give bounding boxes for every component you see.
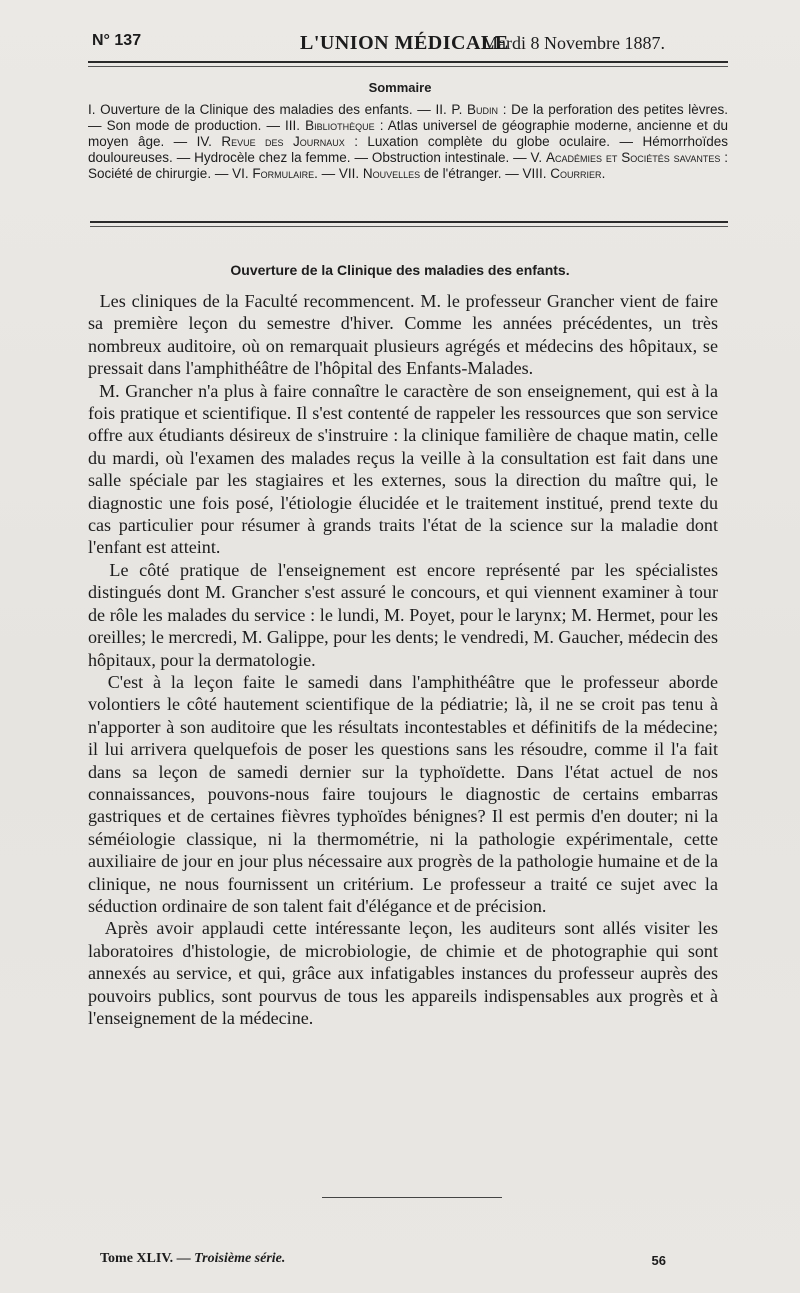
page-number: 56 (651, 1253, 666, 1268)
section-rule-thin (90, 226, 728, 227)
page-header (90, 26, 730, 60)
paragraph: C'est à la leçon faite le samedi dans l'amphithéâtre que le professeur aborde volontiers le côté hautement scientifique de la pédiatrie; là, il ne se croit pas tenu à n'apporter à son auditoire que les résultats incontestables et définitifs de la médecine; il lui arrivera quelquefois de poser les questions sans les résoudre, comme il l'a fait dans sa leçon de samedi dernier sur la typhoïdette. Dans l'état actuel de nos connaissances, pouvons-nous faire toujours le diagnostic de certains embarras gastriques et de certaines fièvres typhoïdes bénignes? Il est permis d'en douter; ni la séméiologie classique, ni la thermométrie, ni la pathologie expérimentale, cette auxiliaire de jour en jour plus nécessaire aux progrès de la pathologie humaine et de la clinique, ne nous fournissent un critérium. Le professeur a traité ce sujet avec la séduction ordinaire de son talent fait d'élégance et de précision. (88, 671, 718, 916)
paragraph: Le côté pratique de l'enseignement est encore représenté par les spécialistes distingués dont M. Grancher s'est assuré le concours, et qui viennent examiner à tour de rôle les malades du service : le lundi, M. Poyet, pour le larynx; M. Hermet, pour les oreilles; le mercredi, M. Galippe, pour les dents; le vendredi, M. Gaucher, médecin des hôpitaux, pour la dermatologie. (88, 559, 718, 670)
issue-date: Mardi 8 Novembre 1887. (482, 33, 665, 53)
sommaire-title: Sommaire (368, 80, 432, 95)
sommaire-text: I. Ouverture de la Clinique des maladies des enfants. — II. P. Budin : De la perforation des petites lèvres. — Son mode de production. — III. Bibliothèque : Atlas universel de géographie moderne, ancienne et du moyen âge. — IV. Revue des Journaux : Luxation complète du globe oculaire. — Hémorrhoïdes douloureuses. — Hydrocèle chez la femme. — Obstruction intestinale. — V. Académies et Sociétés savantes : Société de chirurgie. — VI. Formulaire. — VII. Nouvelles de l'étranger. — VIII. Courrier. (88, 102, 729, 181)
issue-number: N° 137 (92, 32, 142, 49)
header-rule (88, 61, 728, 63)
paragraph: Après avoir applaudi cette intéressante leçon, les auditeurs sont allés visiter les laboratoires d'histologie, de microbiologie, de chimie et de photographie qui sont annexés au service, et qui, grâce aux infatigables instances du professeur auprès des pouvoirs publics, sont pourvus de tous les appareils indispensables aux progrès et à l'enseignement de la médecine. (88, 918, 718, 1028)
header-rule-thin (88, 66, 728, 67)
paragraph: Les cliniques de la Faculté recommencent. M. le professeur Grancher vient de faire sa première leçon du semestre d'hiver. Comme les années précédentes, un très nombreux auditoire, où on remarquait plusieurs agrégés et médecins des hôpitaux, se pressait dans l'amphithéâtre de l'hôpital des Enfants-Malades. (88, 291, 718, 379)
journal-title: L'UNION MÉDICALE (300, 32, 509, 54)
page-footer (100, 1251, 680, 1271)
article-title: Ouverture de la Clinique des maladies des enfants. (230, 262, 570, 278)
tome-label: Tome XLIV. — Troisième série. (100, 1251, 286, 1266)
article-body (88, 290, 718, 1029)
paragraph: M. Grancher n'a plus à faire connaître le caractère de son enseignement, qui est à la fois pratique et scientifique. Il s'est contenté de rappeler les ressources que son service offre aux étudiants désireux de s'instruire : la clinique familière de chaque matin, celle du mardi, où l'examen des malades reçus la veille à la consultation est fait dans une salle spéciale par les stagiaires et les externes, sous la direction du maître qui, le diagnostic une fois posé, l'étiologie élucidée et le traitement institué, prend texte du cas particulier pour résumer à grands traits l'état de la science sur la maladie dont l'enfant est atteint. (88, 380, 718, 558)
section-rule (90, 221, 728, 223)
footnote-rule (322, 1197, 502, 1198)
